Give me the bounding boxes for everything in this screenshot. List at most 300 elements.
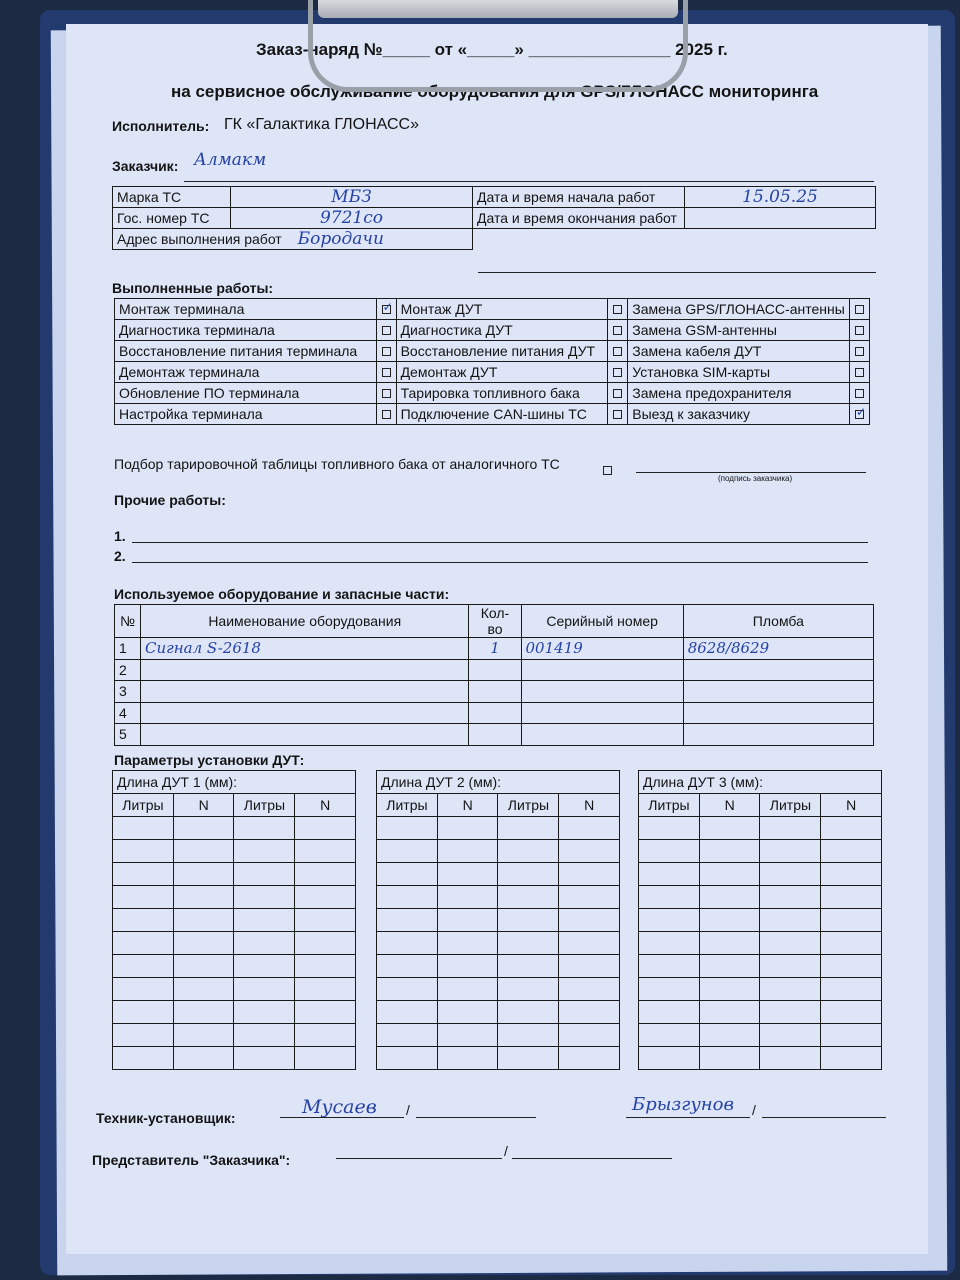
dut-cell: [173, 1001, 234, 1024]
dut-column-header: N: [295, 794, 356, 817]
equipment-column-header: Пломба: [683, 605, 873, 638]
dut-row: [639, 1047, 882, 1070]
equipment-cell-seal: [683, 659, 873, 681]
dut-row: [377, 1047, 620, 1070]
dut-cell: [760, 932, 821, 955]
other-works-heading: Прочие работы:: [114, 492, 226, 508]
work-checkbox[interactable]: [855, 326, 864, 335]
executor-value: ГК «Галактика ГЛОНАСС»: [224, 116, 419, 133]
dut-cell: [234, 909, 295, 932]
address-label: Адрес выполнения работ: [117, 231, 282, 247]
brand-value: МБЗ: [231, 187, 473, 208]
dut-cell: [498, 978, 559, 1001]
check-mark-icon: ✓: [855, 405, 867, 419]
dut-heading: Параметры установки ДУТ:: [114, 752, 305, 768]
dut-caption-row: [377, 771, 620, 794]
equipment-cell-n: 1: [115, 638, 141, 660]
work-checkbox[interactable]: [613, 368, 622, 377]
dut-cell: [113, 955, 174, 978]
dut-cell: [377, 909, 438, 932]
equipment-header-row: [115, 605, 874, 638]
works-row: [115, 320, 870, 341]
dut-cell: [234, 840, 295, 863]
dut-cell: [173, 817, 234, 840]
dut-cell: [173, 978, 234, 1001]
dut-cell: [559, 978, 620, 1001]
dut-cell: [437, 932, 498, 955]
dut-row: [639, 909, 882, 932]
dut-row: [113, 1047, 356, 1070]
dut-cell: [173, 886, 234, 909]
address-line: [478, 272, 876, 273]
dut-cell: [639, 840, 700, 863]
work-checkbox-cell: [849, 299, 869, 320]
dut-cell: [699, 1047, 760, 1070]
technician-line-3: [626, 1117, 750, 1118]
work-checkbox[interactable]: [382, 347, 391, 356]
work-label: Замена кабеля ДУТ: [628, 341, 850, 362]
dut-cell: [699, 840, 760, 863]
other-work-2-number: 2.: [114, 548, 126, 564]
dut-cell: [437, 863, 498, 886]
dut-column-header: Литры: [377, 794, 438, 817]
dut-cell: [173, 1047, 234, 1070]
dut-cell: [760, 863, 821, 886]
equipment-cell-serial: [521, 724, 683, 746]
equipment-cell-n: 4: [115, 702, 141, 724]
dut-cell: [437, 886, 498, 909]
work-checkbox[interactable]: [382, 410, 391, 419]
work-checkbox-cell: [608, 299, 628, 320]
work-checkbox[interactable]: [855, 405, 867, 419]
dut-cell: [559, 932, 620, 955]
equipment-cell-qty: [469, 702, 521, 724]
work-checkbox[interactable]: [382, 389, 391, 398]
dut-cell: [295, 978, 356, 1001]
dut-cell: [639, 932, 700, 955]
work-checkbox[interactable]: [382, 326, 391, 335]
dut-cell: [377, 840, 438, 863]
dut-cell: [113, 978, 174, 1001]
plate-label: Гос. номер ТС: [113, 208, 231, 229]
work-label: Замена GPS/ГЛОНАСС-антенны: [628, 299, 850, 320]
dut-cell: [498, 932, 559, 955]
work-checkbox[interactable]: [613, 410, 622, 419]
dut-cell: [699, 932, 760, 955]
dut-cell: [699, 909, 760, 932]
dut-cell: [699, 978, 760, 1001]
work-label: Монтаж ДУТ: [396, 299, 608, 320]
dut-row: [377, 886, 620, 909]
work-checkbox-cell: [376, 362, 396, 383]
dut-cell: [377, 955, 438, 978]
tank-table-label: Подбор тарировочной таблицы топливного бака от аналогичного ТС: [114, 456, 560, 472]
work-label: Замена GSM-антенны: [628, 320, 850, 341]
dut-cell: [821, 1024, 882, 1047]
work-checkbox-cell: [849, 341, 869, 362]
dut-row: [639, 840, 882, 863]
dut-cell: [173, 1024, 234, 1047]
dut-cell: [498, 863, 559, 886]
dut-cell: [699, 817, 760, 840]
dut-cell: [295, 1001, 356, 1024]
dut-cell: [559, 840, 620, 863]
work-label: Настройка терминала: [115, 404, 377, 425]
dut-header-row: [639, 794, 882, 817]
work-label: Демонтаж ДУТ: [396, 362, 608, 383]
slash-2: /: [752, 1102, 756, 1118]
dut-cell: [760, 817, 821, 840]
dut-cell: [821, 978, 882, 1001]
works-row: [115, 341, 870, 362]
work-label: Обновление ПО терминала: [115, 383, 377, 404]
dut-row: [639, 932, 882, 955]
dut-column-header: N: [699, 794, 760, 817]
dut-cell: [295, 1047, 356, 1070]
dut-cell: [377, 1001, 438, 1024]
dut-cell: [377, 886, 438, 909]
dut-column-header: N: [437, 794, 498, 817]
dut-cell: [821, 955, 882, 978]
work-checkbox-cell: [849, 320, 869, 341]
technician-line-4: [762, 1117, 886, 1118]
dut-cell: [821, 932, 882, 955]
dut-row: [377, 932, 620, 955]
customer-signature-line: [636, 472, 866, 473]
work-checkbox-cell: [608, 383, 628, 404]
work-checkbox[interactable]: [855, 347, 864, 356]
dut-column-header: Литры: [234, 794, 295, 817]
work-checkbox-cell: [376, 341, 396, 362]
dut-cell: [377, 978, 438, 1001]
work-checkbox[interactable]: [613, 389, 622, 398]
dut-row: [113, 886, 356, 909]
equipment-cell-serial: [521, 659, 683, 681]
dut-column-header: N: [821, 794, 882, 817]
dut-row: [113, 1001, 356, 1024]
works-heading: Выполненные работы:: [112, 280, 274, 296]
slash-3: /: [504, 1143, 508, 1159]
equipment-row: [115, 681, 874, 703]
work-checkbox-cell: [608, 320, 628, 341]
work-label: Выезд к заказчику: [628, 404, 850, 425]
start-label: Дата и время начала работ: [473, 187, 685, 208]
dut-row: [377, 840, 620, 863]
dut-cell: [760, 840, 821, 863]
dut-cell: [559, 955, 620, 978]
equipment-cell-seal: [683, 724, 873, 746]
technician-label: Техник-установщик:: [96, 1110, 236, 1126]
equipment-row: [115, 724, 874, 746]
equipment-cell-qty: [469, 659, 521, 681]
equipment-row: [115, 702, 874, 724]
plate-value: 9721со: [231, 208, 473, 229]
equipment-cell-seal: [683, 702, 873, 724]
equipment-cell-name: [141, 724, 469, 746]
dut-cell: [498, 840, 559, 863]
dut-cell: [113, 932, 174, 955]
dut-cell: [234, 817, 295, 840]
work-checkbox-cell: [608, 341, 628, 362]
dut-cell: [113, 1047, 174, 1070]
dut-row: [639, 863, 882, 886]
customer-label: Заказчик:: [112, 158, 179, 174]
works-row: [115, 404, 870, 425]
dut-header-row: [113, 794, 356, 817]
dut-column-header: Литры: [760, 794, 821, 817]
dut-column-header: Литры: [498, 794, 559, 817]
dut-cell: [437, 840, 498, 863]
dut-cell: [639, 1024, 700, 1047]
dut-cell: [437, 1024, 498, 1047]
dut-row: [639, 817, 882, 840]
dut-cell: [377, 1047, 438, 1070]
executor-label: Исполнитель:: [112, 118, 210, 134]
dut-cell: [377, 863, 438, 886]
dut-caption: Длина ДУТ 3 (мм):: [639, 771, 882, 794]
dut-cell: [377, 817, 438, 840]
dut-cell: [234, 955, 295, 978]
equipment-cell-n: 5: [115, 724, 141, 746]
dut-cell: [639, 1001, 700, 1024]
dut-cell: [498, 909, 559, 932]
technician-line-2: [416, 1117, 536, 1118]
works-row: [115, 383, 870, 404]
work-label: Демонтаж терминала: [115, 362, 377, 383]
dut-cell: [639, 1047, 700, 1070]
dut-row: [377, 978, 620, 1001]
dut-cell: [821, 1047, 882, 1070]
customer-rep-label: Представитель "Заказчика":: [92, 1152, 291, 1168]
technician-line-1: [280, 1117, 404, 1118]
work-label: Диагностика терминала: [115, 320, 377, 341]
dut-cell: [760, 1047, 821, 1070]
dut-cell: [113, 840, 174, 863]
equipment-cell-name: [141, 681, 469, 703]
equipment-cell-qty: [469, 681, 521, 703]
address-value: Бородачи: [297, 229, 384, 249]
dut-cell: [295, 909, 356, 932]
work-checkbox[interactable]: [855, 305, 864, 314]
dut-cell: [377, 1024, 438, 1047]
works-table: [114, 298, 870, 425]
dut-row: [377, 909, 620, 932]
start-value: 15.05.25: [685, 187, 876, 208]
dut-column-header: N: [559, 794, 620, 817]
dut-row: [113, 909, 356, 932]
document-subtitle: на сервисное обслуживание оборудования для GPS/ГЛОНАСС мониторинга: [171, 82, 819, 101]
work-checkbox[interactable]: [382, 300, 393, 314]
equipment-cell-n: 3: [115, 681, 141, 703]
equipment-cell-name: Сигнал S-2618: [141, 638, 469, 660]
dut-caption: Длина ДУТ 1 (мм):: [113, 771, 356, 794]
work-checkbox-cell: [849, 362, 869, 383]
work-checkbox[interactable]: [613, 347, 622, 356]
dut-cell: [498, 817, 559, 840]
dut-cell: [821, 886, 882, 909]
customer-line: [184, 181, 874, 182]
dut-cell: [113, 1024, 174, 1047]
dut-row: [113, 863, 356, 886]
dut-row: [377, 955, 620, 978]
work-checkbox[interactable]: [613, 305, 622, 314]
clipboard-clip-bar: [318, 0, 678, 18]
dut-cell: [234, 1024, 295, 1047]
dut-row: [113, 932, 356, 955]
dut-row: [113, 817, 356, 840]
dut-cell: [821, 817, 882, 840]
equipment-cell-seal: 8628/8629: [683, 638, 873, 660]
work-checkbox-cell: [849, 404, 869, 425]
dut-cell: [295, 1024, 356, 1047]
dut-cell: [437, 1001, 498, 1024]
brand-label: Марка ТС: [113, 187, 231, 208]
dut-caption: Длина ДУТ 2 (мм):: [377, 771, 620, 794]
works-row: [115, 362, 870, 383]
dut-cell: [559, 1047, 620, 1070]
dut-row: [377, 817, 620, 840]
technician-signature-1: Мусаев: [302, 1096, 377, 1118]
work-label: Установка SIM-карты: [628, 362, 850, 383]
work-label: Тарировка топливного бака: [396, 383, 608, 404]
dut-column-header: Литры: [113, 794, 174, 817]
dut-cell: [699, 955, 760, 978]
work-checkbox-cell: [376, 404, 396, 425]
technician-signature-2: Брызгунов: [632, 1094, 734, 1115]
equipment-cell-seal: [683, 681, 873, 703]
work-checkbox-cell: [376, 320, 396, 341]
signature-caption: (подпись заказчика): [718, 474, 793, 483]
equipment-heading: Используемое оборудование и запасные части:: [114, 586, 450, 602]
dut-row: [639, 978, 882, 1001]
dut-cell: [821, 863, 882, 886]
dut-row: [377, 863, 620, 886]
dut-cell: [173, 932, 234, 955]
other-work-1-line: [132, 542, 868, 543]
dut-cell: [821, 909, 882, 932]
dut-table-3: [638, 770, 882, 1070]
dut-cell: [113, 909, 174, 932]
equipment-cell-serial: 001419: [521, 638, 683, 660]
work-checkbox-cell: [608, 362, 628, 383]
work-label: Восстановление питания ДУТ: [396, 341, 608, 362]
equipment-column-header: Кол-во: [469, 605, 521, 638]
customer-handwritten: Алмакм: [194, 150, 267, 170]
work-checkbox[interactable]: [855, 389, 864, 398]
dut-row: [113, 840, 356, 863]
dut-cell: [760, 1001, 821, 1024]
slash-1: /: [406, 1102, 410, 1118]
end-value: [685, 208, 876, 229]
dut-caption-row: [639, 771, 882, 794]
dut-cell: [498, 1024, 559, 1047]
equipment-cell-qty: 1: [469, 638, 521, 660]
dut-cell: [760, 955, 821, 978]
work-checkbox-cell: [849, 383, 869, 404]
work-checkbox[interactable]: [613, 326, 622, 335]
dut-cell: [639, 909, 700, 932]
dut-caption-row: [113, 771, 356, 794]
dut-cell: [234, 932, 295, 955]
dut-row: [639, 1024, 882, 1047]
equipment-column-header: Серийный номер: [521, 605, 683, 638]
equipment-row: [115, 659, 874, 681]
dut-cell: [559, 886, 620, 909]
dut-cell: [234, 1001, 295, 1024]
dut-cell: [639, 886, 700, 909]
dut-cell: [699, 886, 760, 909]
dut-header-row: [377, 794, 620, 817]
dut-cell: [760, 886, 821, 909]
work-label: Подключение CAN-шины ТС: [396, 404, 608, 425]
work-checkbox-cell: [376, 299, 396, 320]
dut-cell: [113, 886, 174, 909]
works-row: [115, 299, 870, 320]
dut-cell: [437, 909, 498, 932]
dut-cell: [639, 863, 700, 886]
dut-cell: [173, 955, 234, 978]
dut-cell: [234, 863, 295, 886]
dut-row: [113, 978, 356, 1001]
clipboard: [40, 10, 955, 1275]
dut-row: [113, 955, 356, 978]
dut-cell: [295, 955, 356, 978]
dut-cell: [113, 1001, 174, 1024]
work-checkbox[interactable]: [382, 368, 391, 377]
dut-cell: [559, 1024, 620, 1047]
dut-table-2: [376, 770, 620, 1070]
work-label: Диагностика ДУТ: [396, 320, 608, 341]
dut-cell: [559, 1001, 620, 1024]
work-label: Монтаж терминала: [115, 299, 377, 320]
dut-cell: [699, 1001, 760, 1024]
work-label: Восстановление питания терминала: [115, 341, 377, 362]
equipment-cell-qty: [469, 724, 521, 746]
dut-cell: [559, 817, 620, 840]
dut-cell: [377, 932, 438, 955]
dut-cell: [699, 1024, 760, 1047]
equipment-row: [115, 638, 874, 660]
dut-cell: [437, 978, 498, 1001]
dut-row: [639, 1001, 882, 1024]
dut-table-1: [112, 770, 356, 1070]
dut-cell: [699, 863, 760, 886]
dut-cell: [639, 978, 700, 1001]
dut-cell: [234, 886, 295, 909]
work-checkbox[interactable]: [855, 368, 864, 377]
tank-table-checkbox[interactable]: [603, 466, 612, 475]
dut-row: [113, 1024, 356, 1047]
dut-row: [639, 886, 882, 909]
work-label: Замена предохранителя: [628, 383, 850, 404]
other-work-2-line: [132, 562, 868, 563]
work-order-sheet: [66, 24, 928, 1254]
dut-cell: [437, 955, 498, 978]
end-label: Дата и время окончания работ: [473, 208, 685, 229]
equipment-table: [114, 604, 874, 746]
dut-cell: [113, 817, 174, 840]
dut-cell: [821, 1001, 882, 1024]
work-checkbox-cell: [608, 404, 628, 425]
dut-cell: [113, 863, 174, 886]
equipment-cell-name: [141, 659, 469, 681]
dut-cell: [295, 886, 356, 909]
dut-cell: [559, 909, 620, 932]
dut-cell: [760, 978, 821, 1001]
customer-rep-line-2: [512, 1158, 672, 1159]
dut-row: [377, 1001, 620, 1024]
dut-cell: [437, 1047, 498, 1070]
